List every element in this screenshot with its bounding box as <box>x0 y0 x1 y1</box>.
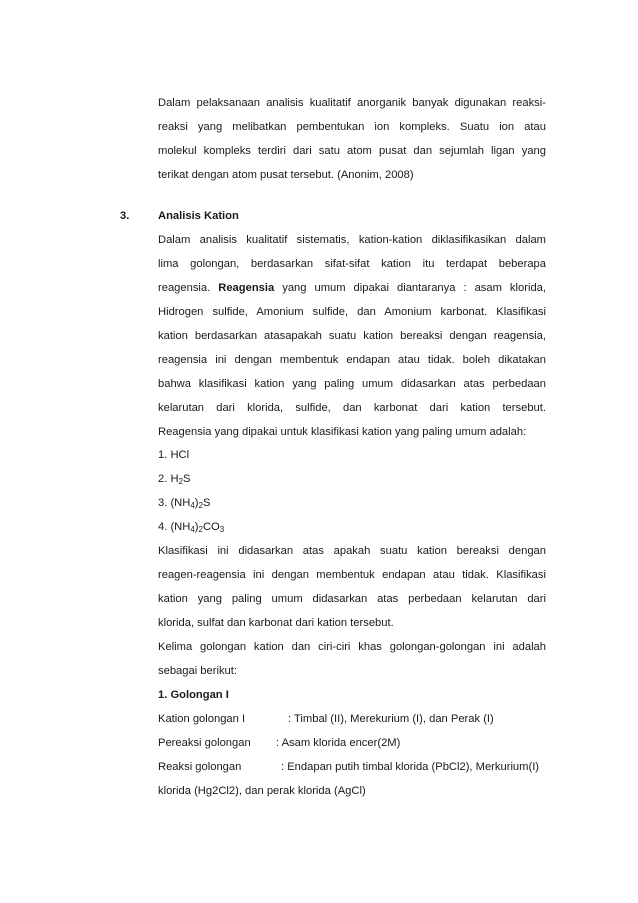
reagent-2-sub: 2 <box>178 477 183 486</box>
para2-line-3: kation yang paling umum didasarkan atas perbedaan kelarutan dari <box>158 593 546 605</box>
reagent-3-text-end: S <box>202 497 211 509</box>
kation-value: : Timbal (II), Merekurium (I), dan Perak (I) <box>288 713 494 725</box>
reagent-3-text: 3. (NH <box>158 497 191 509</box>
golongan-1-kation <box>158 712 546 727</box>
para3-line-2: sebagai berikut: <box>158 665 237 677</box>
para1-line-8: kelarutan dari klorida, sulfide, dan karbonat dari kation tersebut. <box>158 402 546 414</box>
golongan-1-reaksi-cont: klorida (Hg2Cl2), dan perak klorida (AgCl) <box>158 785 366 797</box>
para1-line-3 <box>158 281 546 296</box>
pereaksi-label: Pereaksi golongan <box>158 737 251 749</box>
golongan-1-reaksi <box>158 760 546 775</box>
reagent-4-text: 4. (NH <box>158 521 191 533</box>
para1-line-7: bahwa klasifikasi kation yang paling umum didasarkan atas perbedaan <box>158 378 546 390</box>
reagent-3-sub1: 4 <box>190 501 195 510</box>
reagent-2-text: 2. H <box>158 473 179 485</box>
para3-line-1: Kelima golongan kation dan ciri-ciri khas golongan-golongan ini adalah <box>158 641 546 653</box>
reagent-3-sub2: 2 <box>198 501 203 510</box>
para1-line-9: Reagensia yang dipakai untuk klasifikasi kation yang paling umum adalah: <box>158 426 527 438</box>
reagent-4-paren: ) <box>194 521 199 533</box>
para2-line-4: klorida, sulfat dan karbonat dari kation tersebut. <box>158 617 394 629</box>
para1-line-3-post: yang umum dipakai diantaranya : asam klorida, <box>282 282 546 294</box>
reaksi-value: : Endapan putih timbal klorida (PbCl2), Merkurium(I) <box>281 761 540 773</box>
para1-line-3-pre: reagensia. <box>158 282 211 294</box>
reagent-2-text-end: S <box>182 473 191 485</box>
reagent-2 <box>158 472 546 487</box>
reaksi-label: Reaksi golongan <box>158 761 242 773</box>
reagent-4 <box>158 520 546 535</box>
para1-line-6: reagensia ini dengan membentuk endapan atau tidak. boleh dikatakan <box>158 354 546 366</box>
para1-line-1: Dalam analisis kualitatif sistematis, kation-kation diklasifikasikan dalam <box>158 234 546 246</box>
reagent-3-paren: ) <box>194 497 199 509</box>
reagent-1: 1. HCl <box>158 449 190 461</box>
intro-line-1: Dalam pelaksanaan analisis kualitatif anorganik banyak digunakan reaksi- <box>158 97 546 109</box>
section-title: Analisis Kation <box>158 210 239 222</box>
para2-line-2: reagen-reagensia ini dengan membentuk endapan atau tidak. Klasifikasi <box>158 569 546 581</box>
intro-line-2: reaksi yang melibatkan pembentukan ion kompleks. Suatu ion atau <box>158 121 546 133</box>
reagent-3 <box>158 496 546 511</box>
golongan-1-pereaksi <box>158 736 546 751</box>
intro-line-4: terikat dengan atom pusat tersebut. (Anonim, 2008) <box>158 169 414 181</box>
section-number: 3. <box>120 210 130 222</box>
para1-line-4: Hidrogen sulfide, Amonium sulfide, dan Amonium karbonat. Klasifikasi <box>158 306 546 318</box>
golongan-1-title: 1. Golongan I <box>158 689 229 701</box>
reagent-4-sub3: 3 <box>219 525 225 534</box>
reagent-4-sub2: 2 <box>198 525 203 534</box>
kation-label: Kation golongan I <box>158 713 246 725</box>
para1-line-5: kation berdasarkan atasapakah suatu kation bereaksi dengan reagensia, <box>158 330 546 342</box>
reagensia-bold: Reagensia <box>218 282 275 294</box>
reagent-4-sub1: 4 <box>190 525 195 534</box>
reagent-4-text-end: CO <box>202 521 220 533</box>
pereaksi-value: : Asam klorida encer(2M) <box>276 737 401 749</box>
intro-line-3: molekul kompleks terdiri dari satu atom pusat dan sejumlah ligan yang <box>158 145 546 157</box>
para2-line-1: Klasifikasi ini didasarkan atas apakah suatu kation bereaksi dengan <box>158 545 546 557</box>
para1-line-2: lima golongan, berdasarkan sifat-sifat kation itu terdapat beberapa <box>158 258 546 270</box>
